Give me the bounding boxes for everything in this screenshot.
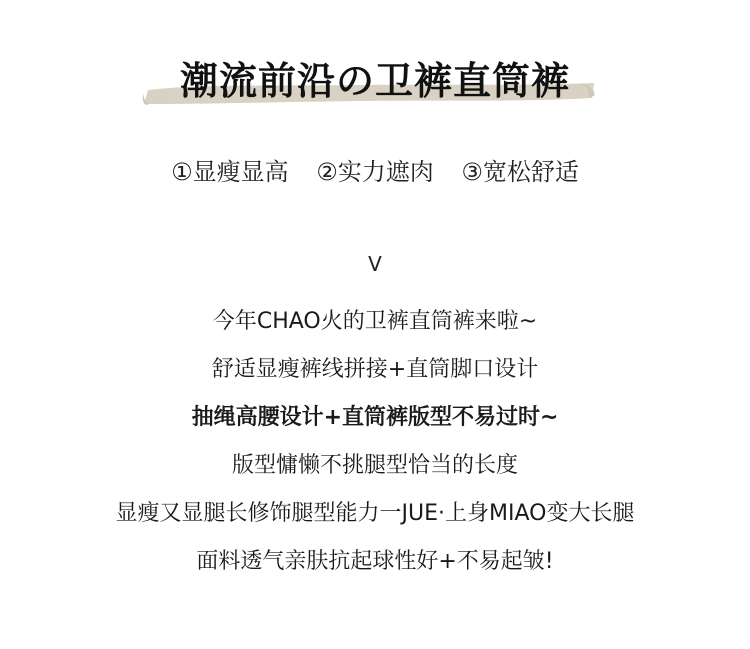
description-line-5: 显瘦又显腿长修饰腿型能力一JUE·上身MIAO变大长腿: [115, 501, 635, 526]
chevron-down-icon: V: [368, 252, 382, 276]
feature-list: [0, 154, 750, 190]
feature-item-comfort: ③宽松舒适: [461, 158, 579, 186]
page-title: 潮流前沿の卫裤直筒裤: [179, 59, 570, 103]
description-line-2: 舒适显瘦裤线拼接+直筒脚口设计: [211, 357, 539, 382]
description-block: [0, 298, 750, 586]
description-line-3: 抽绳高腰设计+直筒裤版型不易过时~: [191, 405, 559, 430]
description-line-6: 面料透气亲肤抗起球性好+不易起皱!: [196, 549, 554, 574]
feature-item-slimming: ①显瘦显高: [171, 158, 289, 186]
description-line-4: 版型慵懒不挑腿型恰当的长度: [231, 453, 518, 478]
feature-item-coverage: ②实力遮肉: [316, 158, 434, 186]
description-line-1: 今年CHAO火的卫裤直筒裤来啦~: [212, 309, 538, 334]
title-section: [0, 52, 750, 112]
